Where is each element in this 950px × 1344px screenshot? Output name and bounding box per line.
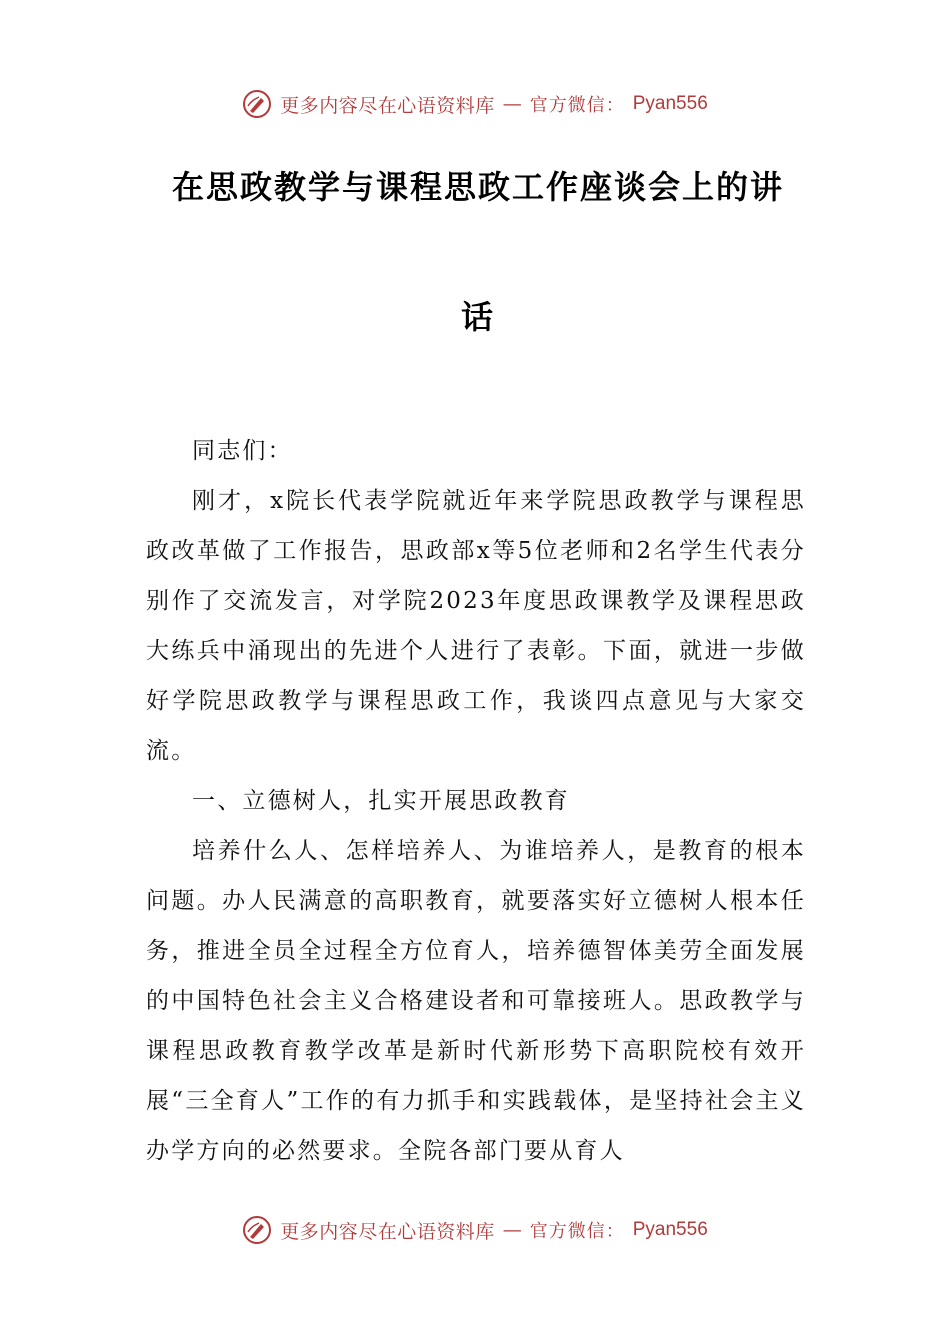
watermark-separator: —: [502, 1219, 522, 1241]
watermark-header: [0, 84, 950, 124]
salutation: 同志们：: [192, 438, 293, 464]
watermark-official-label: 官方微信：: [529, 1221, 625, 1242]
paragraph-section-1: 培养什么人、怎样培养人、为谁培养人，是教育的根本问题。办人民满意的高职教育，就要落实好立德树人根本任务，推进全员全过程全方位育人，培养德智体美劳全面发展的中国特色社会主义合格建设者和可靠接班人。思政教学与课程思政教育教学改革是新时代新形势下高职院校有效开展“三全育人”工作的有力抓手和实践载体，是坚持社会主义办学方向的必然要求。全院各部门要从育人: [146, 838, 806, 1164]
watermark-wechat-id: Pyan556: [632, 93, 708, 114]
pen-nib-logo-icon: [242, 1215, 272, 1245]
watermark-wechat-id: Pyan556: [632, 1219, 708, 1240]
watermark-official-label: 官方微信：: [529, 95, 625, 116]
title-line-2: 话: [460, 298, 495, 336]
watermark-library-text: 更多内容尽在心语资料库: [280, 1220, 495, 1243]
document-title: [148, 170, 808, 334]
watermark-separator: —: [502, 93, 522, 115]
pen-nib-logo-icon: [242, 89, 272, 119]
section-heading-1: 一、立德树人，扎实开展思政教育: [192, 788, 570, 814]
watermark-footer: [0, 1210, 950, 1250]
title-line-1: 在思政教学与课程思政工作座谈会上的讲: [171, 168, 784, 206]
paragraph-intro: 刚才，x院长代表学院就近年来学院思政教学与课程思政改革做了工作报告，思政部x等5位老师和2名学生代表分别作了交流发言，对学院2023年度思政课教学及课程思政大练兵中涌现出的先进个人进行了表彰。下面，就进一步做好学院思政教学与课程思政工作，我谈四点意见与大家交流。: [146, 488, 806, 764]
document-body: [146, 426, 806, 1176]
watermark-library-text: 更多内容尽在心语资料库: [280, 94, 495, 117]
